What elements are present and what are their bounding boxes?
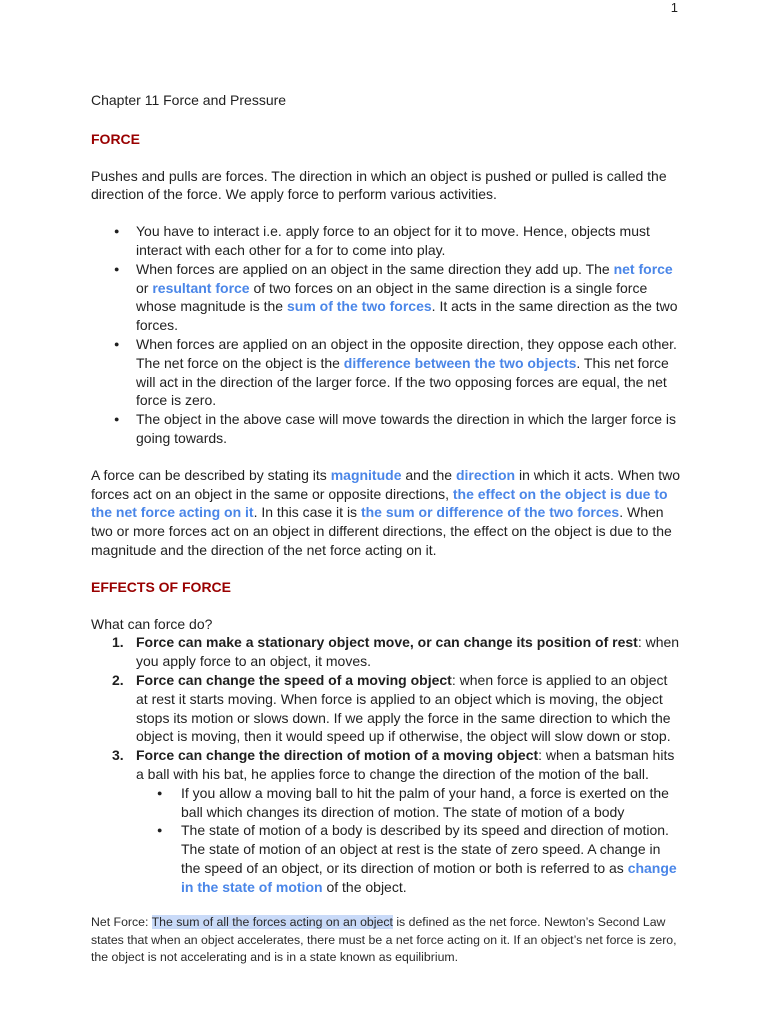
highlight-resultant-force: resultant force	[152, 279, 250, 296]
effect-item	[91, 746, 681, 896]
paragraph-text: and the	[401, 466, 456, 483]
sub-bullet-text: If you allow a moving ball to hit the palm of your hand, a force is exerted on the ball which changes its direction of motion. The state of motion of a body	[181, 784, 669, 820]
effect-text: : when you apply force to an object, it moves.	[136, 634, 680, 670]
sub-bullet-item	[136, 784, 681, 822]
effect-item	[91, 671, 681, 746]
selected-text[interactable]: The sum of all the forces acting on an object	[151, 915, 393, 930]
effects-list	[91, 633, 681, 896]
bullet-text: . It acts in the same direction as the two forces.	[136, 298, 678, 334]
sub-bullet-text: The state of motion of a body is described by its speed and direction of motion. The state of motion of an object at rest is the state of zero speed. A change in the speed of an object, or its direction of motion or both is referred to as	[181, 822, 669, 876]
list-number: 1.	[112, 634, 124, 651]
highlight-sum-of-two-forces: sum of the two forces	[286, 298, 432, 315]
bullet-text: or	[136, 279, 153, 296]
highlight-effect-net-force: the effect on the object is due to the net force acting on it	[91, 485, 668, 521]
bullet-text: . This net force will act in the direction of the larger force. If the two opposing forces are equal, the net force is zero.	[136, 354, 669, 409]
paragraph-text: . When two or more forces act on an object in different directions, the effect on the object is due to the magnitude and the direction of the net force acting on it.	[91, 504, 672, 558]
force-description-paragraph	[91, 466, 681, 560]
highlight-sum-or-difference: the sum or difference of the two forces	[360, 504, 620, 521]
effect-lead: Force can change the speed of a moving object	[136, 671, 452, 688]
question-text: What can force do?	[91, 615, 213, 632]
page-number: 1	[670, 0, 678, 15]
effect-lead: Force can change the direction of motion of a moving object	[136, 747, 539, 764]
bullet-text: You have to interact i.e. apply force to an object for it to move. Hence, objects must interact with each other for a for to come into play.	[136, 223, 650, 258]
document-body	[91, 91, 681, 967]
effect-text: : when a batsman hits a ball with his bat, he applies force to change the direction of the motion of the ball.	[136, 747, 675, 782]
bullet-text: The object in the above case will move towards the direction in which the larger force is going towards.	[136, 411, 677, 446]
bullet-item	[91, 260, 681, 335]
bullet-item	[91, 335, 681, 410]
effect-text: : when force is applied to an object at rest it starts moving. When force is applied to an object which is moving, the object stops its motion or slows down. If we apply the force in the same direction to which the object is moving, then it would speed up if otherwise, the object will slow down or stop.	[136, 671, 671, 745]
paragraph-text: A force can be described by stating its	[91, 466, 331, 483]
list-number: 3.	[112, 747, 124, 764]
intro-paragraph: Pushes and pulls are forces. The direction in which an object is pushed or pulled is called the direction of the force. We apply force to perform various activities.	[91, 167, 667, 203]
highlight-direction: direction	[455, 466, 516, 483]
force-heading: FORCE	[91, 130, 140, 147]
bullet-text: When forces are applied on an object in the opposite direction, they oppose each other. The net force on the object is the	[136, 335, 677, 371]
sub-bullet-text: of the object.	[322, 878, 407, 895]
highlight-change-state-of-motion: change in the state of motion	[181, 859, 677, 895]
bullet-text: When forces are applied on an object in the same direction they add up. The	[136, 260, 614, 277]
effect-sub-list	[136, 784, 681, 897]
highlight-net-force: net force	[613, 260, 673, 277]
bullet-item	[91, 410, 681, 448]
highlight-difference: difference between the two objects	[343, 354, 577, 371]
highlight-magnitude: magnitude	[330, 466, 402, 483]
chapter-title: Chapter 11 Force and Pressure	[91, 92, 287, 108]
effects-heading: EFFECTS OF FORCE	[91, 578, 231, 595]
effect-lead: Force can make a stationary object move, or can change its position of rest	[136, 634, 638, 651]
net-force-label: Net Force:	[91, 915, 152, 930]
force-bullet-list	[91, 222, 681, 448]
bullet-item	[91, 222, 681, 260]
paragraph-text: in which it acts. When two forces act on an object in the same or opposite directions,	[91, 466, 681, 502]
paragraph-text: . In this case it is	[253, 504, 361, 521]
sub-bullet-item	[136, 821, 681, 896]
list-number: 2.	[112, 671, 124, 688]
effect-item	[91, 633, 681, 671]
net-force-paragraph	[91, 914, 681, 966]
net-force-text: is defined as the net force. Newton’s Second Law states that when an object accelerates, there must be a net force acting on it. If an object’s net force is zero, the object is not accelerating and is in a state known as equilibrium.	[91, 915, 677, 965]
bullet-text: of two forces on an object in the same direction is a single force whose magnitude is the	[136, 279, 648, 315]
